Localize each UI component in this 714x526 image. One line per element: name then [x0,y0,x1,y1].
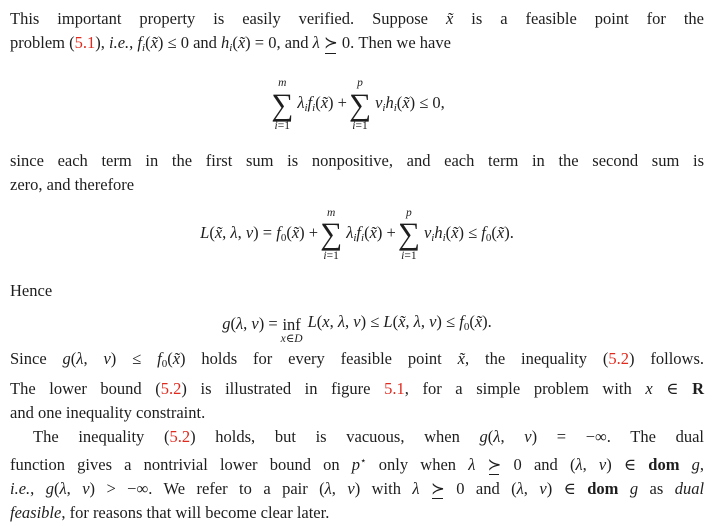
text-run: R [692,378,705,398]
text-run: ( [230,314,236,334]
text-run: g [479,427,488,447]
text-run: m [326,206,336,219]
text-run: is a feasible point for the [453,9,704,28]
text-run: λ [493,427,501,447]
text-run: ν [82,478,90,498]
sum-lower-limit [275,121,290,133]
sigma-glyph: ∑ [397,216,420,252]
sum-lower-limit [323,251,338,263]
text-run: ( [392,311,399,331]
text-run: D [294,332,303,345]
inf-label: inf [282,314,301,334]
text-run: ( [364,222,370,242]
text-line [10,347,704,376]
sum-operator [271,78,293,133]
text-run: , [500,427,525,447]
text-run: x [322,311,330,331]
text-run: ) > −∞. We refer to a pair ( [89,478,325,498]
text-run: x̃ [445,9,454,28]
text-run: and one inequality constraint. [10,403,206,423]
text-run: i [401,249,405,262]
text-run: f [459,311,464,331]
text-run: ( [209,222,215,242]
text-run: m [278,77,287,90]
text-run: , [129,33,138,53]
text-run: i [304,102,308,115]
text-run: , [523,478,540,498]
text-run: ) is illustrated in figure [181,378,385,398]
text-run: ( [232,33,238,53]
text-run: λ [230,222,238,242]
text-run: ) holds, but is vacuous, when [190,427,480,447]
text-run: Since [10,349,63,369]
text-run: ) ≤ 0, [409,93,445,113]
text-run: λ [59,478,67,498]
text-run: p [357,77,363,90]
text-run: , [345,311,354,331]
text-run: λ [76,349,84,369]
text-run: λ [312,33,320,53]
text-run: ) = [253,222,277,242]
display-equation-lagrangian [10,203,704,267]
text-run: i.e. [108,33,130,53]
text-run: h [385,93,394,113]
text-run: ) ≤ [458,222,482,242]
text-run: zero, and therefore [10,174,135,194]
equation-text [308,310,492,339]
text-run: λ [346,222,354,242]
text-run: , [699,454,704,474]
text-line [10,450,704,477]
text-run: p [406,206,412,219]
text-run: i [442,231,446,244]
text-run: λ [324,478,332,498]
text-run: ν [103,349,111,369]
text-run: The lower bound ( [10,378,161,398]
text-run: , the inequality ( [464,349,609,369]
ref-link[interactable]: 5.2 [169,427,191,447]
text-run: x̃ [496,222,505,242]
equation-text [200,221,318,250]
text-run: ) ≤ [436,311,460,331]
text-run: x̃ [398,311,406,331]
text-run: =1 [326,249,339,262]
text-run: f [307,93,313,113]
text-run: ), [95,33,109,53]
text-run: , [30,478,46,498]
text-run: ( [315,93,321,113]
text-run: function gives a nontrivial lower bound on [10,454,352,474]
text-run [679,455,691,474]
text-run: ) with [354,478,413,498]
text-run: x̃ [474,311,483,331]
text-run: i.e. [10,478,31,498]
text-run: dom [648,454,680,474]
text-run: i [393,102,397,115]
text-run: h [434,222,443,242]
text-run: ( [491,222,497,242]
text-line [10,149,704,173]
text-run: ν [539,478,547,498]
text-run: ( [445,222,452,242]
text-run: , [83,349,104,369]
text-run: g [222,314,231,334]
text-run: ν [598,454,607,474]
text-run: λ [468,454,476,474]
ref-link[interactable]: 5.1 [384,378,405,398]
text-run: ) = 0, and [245,33,313,53]
text-run: ( [487,427,494,447]
text-run: dom [587,478,619,498]
text-run: ( [286,222,292,242]
text-run: ν [251,314,259,334]
text-run: g [62,349,71,369]
paragraph-intro [10,7,704,61]
text-line [10,7,704,31]
text-run: λ [516,478,524,498]
text-run: i [361,231,365,244]
text-run: i [229,42,233,55]
text-run: x̃ [150,33,158,53]
text-run: ) ∈ [546,478,588,498]
text-run: i [352,120,356,133]
text-run: since each term in the first sum is nonpositive, and each term in the second sum is [10,150,704,170]
sum-lower-limit [352,121,367,133]
text-run: ) follows. [629,349,705,369]
text-run: x̃ [451,222,459,242]
text-run: x̃ [320,93,329,113]
text-run: ) + [328,93,347,113]
text-line [10,173,704,197]
text-run [618,479,629,498]
text-run: λ [235,314,244,334]
text-run: as [638,478,675,498]
display-equation-sum-inequality [10,75,704,137]
text-run: ) ≤ [360,311,384,331]
text-run: only when [366,454,469,474]
text-line [10,477,704,501]
text-run: ν [347,478,355,498]
text-run: i [274,120,278,133]
text-line [10,377,704,401]
text-run: , [582,454,599,474]
text-run [475,455,487,474]
text-run: , for reasons that will become clear later. [61,503,330,523]
text-run: ∈ [285,332,295,345]
text-run: ν [245,222,254,242]
text-run: 0 [463,320,470,333]
text-run: L [307,311,317,331]
text-run: ν [423,222,432,242]
text-run: ( [53,478,60,498]
text-run: x̃ [172,349,181,369]
text-run: ⋆ [360,455,367,467]
text-run: ) + [299,222,319,242]
text-run: 0 and ( [501,454,576,474]
text-run: =1 [404,249,417,262]
text-run: ) ∈ [606,454,649,474]
paragraph-since-nonpositive [10,149,704,198]
text-run: , [331,478,348,498]
text-run: , [243,314,252,334]
paragraph-dual-feasible [10,425,704,525]
text-run: ) ≤ 0 and [157,33,222,53]
ref-link[interactable]: 5.1 [74,33,96,53]
text-line [10,31,704,60]
equation-text [297,91,347,120]
text-run: ) = −∞. The dual [531,427,704,447]
text-run: λ [337,311,346,331]
text-run: g [629,478,639,498]
text-run: f [356,222,361,242]
text-run: p [351,454,361,474]
text-run: , [420,311,430,331]
text-run: i [312,102,316,115]
text-line [10,401,704,425]
text-run: x̃ [402,93,410,113]
display-equation-dual-bound [10,303,704,345]
text-run: , [405,311,414,331]
text-run: ). [504,222,514,242]
text-run: feasible [10,503,62,523]
text-run: λ [575,454,583,474]
text-run: 0. Then we have [337,33,451,53]
text-run: x̃ [369,222,377,242]
text-run: , [222,222,231,242]
paragraph-lower-bound [10,347,704,425]
text-run: 0 [485,231,492,244]
text-run: x̃ [214,222,223,242]
sigma-glyph: ∑ [320,216,343,252]
equation-text [424,221,514,250]
text-run: λ [413,311,421,331]
text-run: i [142,42,146,55]
text-run: ≻ [487,454,502,474]
text-run: f [481,222,486,242]
text-run: ) = [258,314,278,334]
inf-operator [281,316,303,346]
inf-under-script [281,334,303,346]
paragraph-hence [10,279,704,303]
text-run: ) + [376,222,396,242]
text-run: , [66,478,83,498]
text-run: 0 and ( [444,478,517,498]
text-run: =1 [277,120,290,133]
equation-text [222,312,277,336]
text-run: ≻ [323,33,338,53]
text-line: Hence [10,281,53,301]
text-run: x [280,332,286,345]
sum-lower-limit [401,251,416,263]
text-run: , for a simple problem with [404,378,646,398]
text-run: f [157,349,162,369]
text-run [420,479,431,498]
text-run: , [237,222,246,242]
text-run: h [221,33,230,53]
sum-operator [398,208,420,263]
text-run: i [353,231,357,244]
text-run: ) ≤ [110,349,158,369]
sigma-glyph: ∑ [271,86,294,122]
sum-operator [320,208,342,263]
text-run: ( [469,311,475,331]
text-run: problem ( [10,33,75,53]
text-run: ( [167,349,173,369]
text-run: ( [70,349,77,369]
text-run: ν [353,311,361,331]
text-run: x̃ [291,222,300,242]
equation-text [375,91,445,120]
text-line [10,501,704,525]
ref-link[interactable]: 5.2 [608,349,630,369]
text-run: λ [412,478,420,498]
text-run: ( [316,311,323,331]
text-run: i [382,102,386,115]
text-run: g [45,478,54,498]
sum-operator [349,78,371,133]
text-run: i [431,231,435,244]
text-run: ν [524,427,532,447]
equation-text [346,221,396,250]
text-run: i [323,249,327,262]
text-run: L [383,311,393,331]
text-run: L [200,222,210,242]
text-run: ) holds for every feasible point [180,349,458,369]
text-run: , [329,311,338,331]
text-run: f [276,222,281,242]
text-run: ≻ [430,478,445,498]
text-run: ∈ [652,378,693,398]
text-run: 0 [161,358,168,371]
text-run: The inequality ( [33,427,170,447]
ref-link[interactable]: 5.2 [160,378,182,398]
text-run: dual [674,478,705,498]
text-run: 0 [280,231,287,244]
text-run: This important property is easily verified. Suppose [10,9,446,28]
text-line [10,425,704,449]
text-run: x̃ [457,349,465,369]
text-run: λ [297,93,305,113]
text-run: ν [429,311,437,331]
text-run: x̃ [237,33,246,53]
text-run: f [137,33,142,53]
text-run: =1 [355,120,368,133]
text-run: ( [145,33,151,53]
text-run: g [691,454,700,474]
sigma-glyph: ∑ [348,86,372,122]
text-run: ν [375,93,383,113]
text-run: x [645,378,653,398]
text-run: ). [482,311,492,331]
text-run: ( [396,93,403,113]
